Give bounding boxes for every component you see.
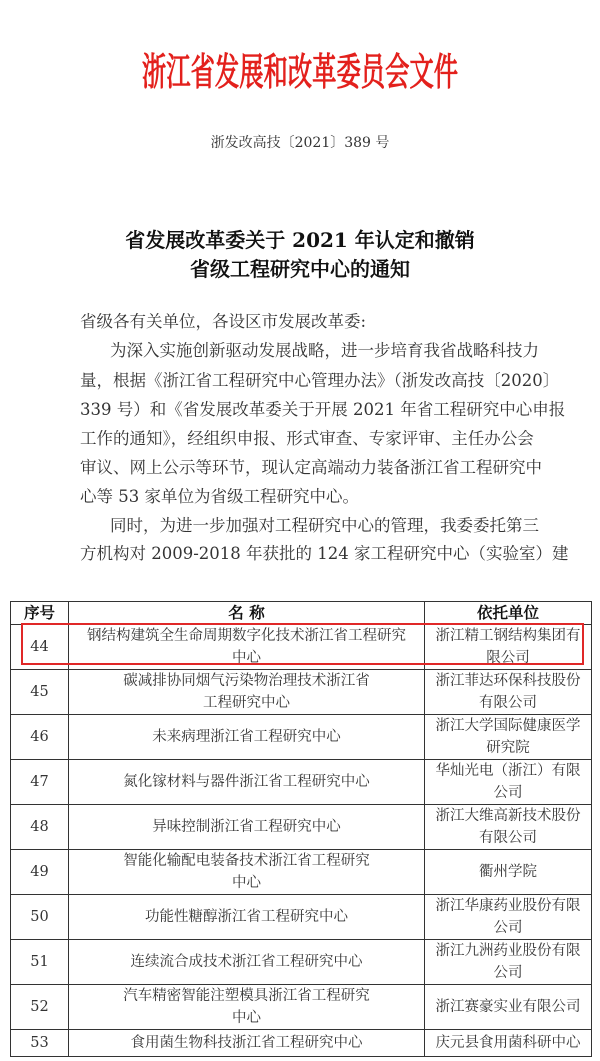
body-line: 省级各有关单位，各设区市发展改革委: (80, 312, 367, 331)
table-row (11, 760, 592, 805)
table-row (11, 895, 592, 940)
cell-name-text: 中心 (232, 650, 261, 666)
cell-name (69, 940, 425, 985)
cell-number-text: 46 (30, 729, 49, 745)
cell-number-text: 48 (30, 819, 49, 835)
cell-name (69, 985, 425, 1030)
cell-unit (425, 670, 592, 715)
cell-unit (425, 895, 592, 940)
notice-heading-line-2: 省级工程研究中心的通知 (190, 257, 410, 281)
cell-number-text: 53 (30, 1035, 49, 1051)
cell-unit-text: 公司 (493, 920, 523, 936)
cell-number (11, 670, 69, 715)
cell-name-text: 汽车精密智能注塑模具浙江省工程研究 (123, 988, 370, 1004)
cell-unit (425, 1030, 592, 1057)
table-row (11, 625, 592, 670)
cell-number (11, 760, 69, 805)
cell-name (69, 625, 425, 670)
cell-unit-text: 有限公司 (479, 695, 537, 711)
cell-unit-text: 浙江菲达环保科技股份 (435, 673, 581, 689)
cell-name (69, 670, 425, 715)
cell-unit-text: 研究院 (486, 740, 530, 756)
cell-number-text: 52 (30, 999, 49, 1015)
cell-number (11, 985, 69, 1030)
cell-name-text: 未来病理浙江省工程研究中心 (152, 729, 341, 745)
cell-name-text: 连续流合成技术浙江省工程研究中心 (130, 954, 363, 970)
header-name: 名 称 (69, 602, 425, 625)
body-line: 为深入实施创新驱动发展战略，进一步培育我省战略科技力 (110, 341, 539, 360)
body-line: 量，根据《浙江省工程研究中心管理办法》（浙发改高技〔2020〕 (80, 371, 560, 390)
header-number: 序号 (11, 602, 69, 625)
table-row (11, 805, 592, 850)
cell-number-text: 49 (30, 864, 49, 880)
cell-unit-text: 浙江九洲药业股份有限 (435, 943, 581, 959)
cell-name (69, 1030, 425, 1057)
body-line: 心等 53 家单位为省级工程研究中心。 (80, 487, 359, 506)
cell-number (11, 805, 69, 850)
table-row (11, 985, 592, 1030)
body-line: 同时，为进一步加强对工程研究中心的管理，我委委托第三 (110, 516, 539, 535)
cell-name-text: 中心 (232, 875, 261, 891)
cell-number-text: 47 (30, 774, 49, 790)
cell-name (69, 805, 425, 850)
cell-unit-text: 华灿光电（浙江）有限 (435, 763, 581, 779)
cell-unit-text: 公司 (493, 785, 523, 801)
cell-number-text: 44 (30, 639, 49, 655)
cell-number-text: 45 (30, 684, 49, 700)
cell-name-text: 功能性糖醇浙江省工程研究中心 (145, 909, 348, 925)
body-line: 方机构对 2009-2018 年获批的 124 家工程研究中心（实验室）建 (80, 544, 569, 563)
cell-unit (425, 760, 592, 805)
cell-unit-text: 庆元县食用菌科研中心 (435, 1035, 581, 1051)
cell-name-text: 食用菌生物科技浙江省工程研究中心 (130, 1035, 363, 1051)
table-row (11, 940, 592, 985)
cell-unit-text: 浙江大维高新技术股份 (435, 808, 581, 824)
cell-name (69, 760, 425, 805)
cell-unit-text: 限公司 (486, 650, 530, 666)
cell-unit (425, 940, 592, 985)
cell-unit (425, 625, 592, 670)
cell-unit-text: 公司 (493, 965, 523, 981)
cell-unit (425, 805, 592, 850)
cell-unit-text: 衢州学院 (479, 864, 537, 880)
table-row (11, 850, 592, 895)
table-row (11, 670, 592, 715)
cell-unit (425, 850, 592, 895)
document-title: 浙江省发展和改革委员会文件 (141, 49, 459, 94)
document-number: 浙发改高技〔2021〕389 号 (210, 135, 390, 151)
cell-name (69, 895, 425, 940)
cell-name-text: 智能化输配电装备技术浙江省工程研究 (123, 853, 370, 869)
header-unit: 依托单位 (425, 602, 592, 625)
cell-name (69, 850, 425, 895)
cell-unit-text: 浙江华康药业股份有限 (435, 898, 581, 914)
cell-unit (425, 985, 592, 1030)
cell-unit (425, 715, 592, 760)
cell-name-text: 氮化镓材料与器件浙江省工程研究中心 (123, 774, 370, 790)
table-row (11, 715, 592, 760)
cell-number (11, 895, 69, 940)
body-line: 工作的通知》，经组织申报、形式审查、专家评审、主任办公会 (80, 429, 534, 448)
cell-unit-text: 浙江大学国际健康医学 (435, 718, 581, 734)
cell-unit-text: 浙江赛豪实业有限公司 (435, 999, 581, 1015)
notice-heading-line-1: 省发展改革委关于 2021 年认定和撤销 (125, 228, 475, 252)
cell-number-text: 50 (30, 909, 49, 925)
table-row (11, 1030, 592, 1057)
research-center-table (10, 601, 592, 1057)
cell-number (11, 850, 69, 895)
body-line: 339 号）和《省发展改革委关于开展 2021 年省工程研究中心申报 (80, 400, 566, 419)
cell-name-text: 碳减排协同烟气污染物治理技术浙江省 (123, 673, 370, 689)
cell-name-text: 异味控制浙江省工程研究中心 (152, 819, 341, 835)
cell-name (69, 715, 425, 760)
cell-number-text: 51 (30, 954, 49, 970)
body-line: 审议、网上公示等环节，现认定高端动力装备浙江省工程研究中 (80, 458, 542, 477)
cell-number (11, 940, 69, 985)
cell-unit-text: 浙江精工钢结构集团有 (435, 628, 581, 644)
cell-unit-text: 有限公司 (479, 830, 537, 846)
cell-name-text: 钢结构建筑全生命周期数字化技术浙江省工程研究 (87, 628, 406, 644)
cell-number (11, 1030, 69, 1057)
cell-name-text: 工程研究中心 (203, 695, 290, 711)
cell-name-text: 中心 (232, 1010, 261, 1026)
cell-number (11, 715, 69, 760)
cell-number (11, 625, 69, 670)
